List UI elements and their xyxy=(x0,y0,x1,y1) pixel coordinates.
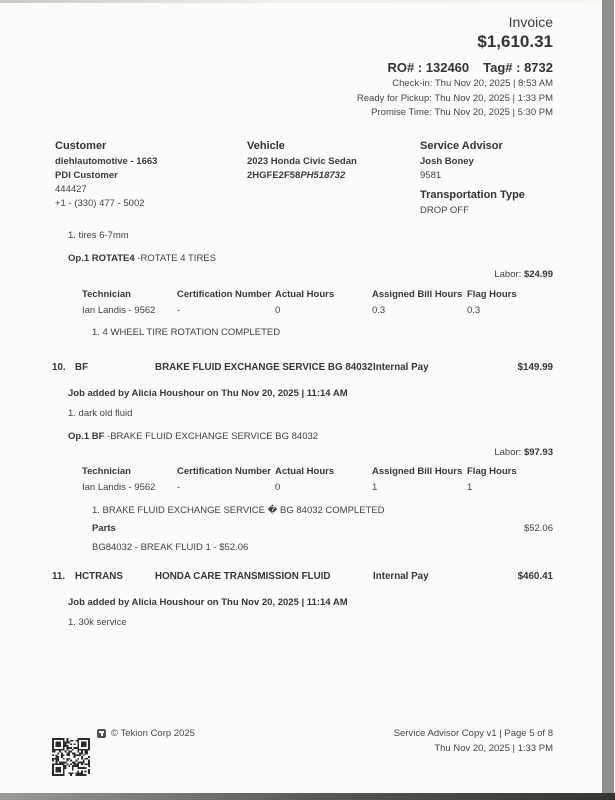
invoice-header xyxy=(0,0,615,121)
job-added-by: Job added by Alicia Houshour on Thu Nov 20, 2025 | 11:14 AM xyxy=(68,596,348,608)
job-row xyxy=(0,361,615,374)
table-row: Ian Landis - 9562 - 0 1 1 xyxy=(82,481,473,493)
job-description: HONDA CARE TRANSMISSION FLUID xyxy=(155,570,331,582)
tech-note: 1. BRAKE FLUID EXCHANGE SERVICE � BG 84032 COMPLETED xyxy=(92,504,385,516)
customer-name: diehlautomotive - 1663 xyxy=(55,155,158,167)
copy-info: Service Advisor Copy v1 | Page 5 of 8 xyxy=(393,728,553,739)
job-amount: $460.41 xyxy=(517,570,553,582)
advisor-name: Josh Boney xyxy=(420,155,474,167)
scan-edge-right xyxy=(602,0,614,800)
invoice-title: Invoice xyxy=(508,14,553,30)
job-note: 1. 30k service xyxy=(68,616,127,628)
qr-code xyxy=(52,737,90,777)
scan-edge-bottom xyxy=(0,793,615,800)
job-note: 1. dark old fluid xyxy=(68,407,133,419)
parts-row xyxy=(92,522,553,535)
advisor-label: Service Advisor xyxy=(420,139,503,152)
parts-amount: $52.06 xyxy=(523,522,553,534)
parts-line: BG84032 - BREAK FLUID 1 - $52.06 xyxy=(92,541,249,553)
transportation-value: DROP OFF xyxy=(420,204,469,216)
footer-right xyxy=(394,726,553,756)
parts-label: Parts xyxy=(92,522,116,534)
job-code: BF xyxy=(75,361,89,373)
ready-time: Ready for Pickup: Thu Nov 20, 2025 | 1:33 PM xyxy=(356,92,553,104)
job-code: HCTRANS xyxy=(75,570,123,582)
vehicle-block xyxy=(247,139,412,183)
tag-number: Tag# : 8732 xyxy=(483,60,553,75)
ro-tag-line xyxy=(0,59,553,77)
job-number: 10. xyxy=(52,361,66,373)
trans-job-section xyxy=(0,570,615,629)
op-line: Op.1 BF -BRAKE FLUID EXCHANGE SERVICE BG 84032 xyxy=(68,430,319,442)
table-row: Ian Landis - 9562 - 0 0.3 0.3 xyxy=(82,304,481,316)
job-number: 11. xyxy=(52,570,66,582)
invoice-total: $1,610.31 xyxy=(477,32,553,51)
job-note: 1. tires 6-7mm xyxy=(68,229,129,241)
table-header-row: Technician Certification Number Actual Hours Assigned Bill Hours Flag Hours xyxy=(82,465,517,477)
tech-note: 1. 4 WHEEL TIRE ROTATION COMPLETED xyxy=(92,326,281,338)
transportation-label: Transportation Type xyxy=(420,188,525,201)
copyright-text: © Tekion Corp 2025 xyxy=(111,728,195,739)
info-columns xyxy=(0,139,615,223)
job-description: BRAKE FLUID EXCHANGE SERVICE BG 84032 xyxy=(155,361,373,373)
scan-edge-top xyxy=(0,0,615,3)
advisor-block xyxy=(420,139,560,218)
tekion-logo-icon xyxy=(97,729,106,738)
labor-line: Labor: $97.93 xyxy=(494,446,553,458)
customer-type: PDI Customer xyxy=(55,169,118,181)
labor-line: Labor: $24.99 xyxy=(494,268,553,280)
technician-table xyxy=(82,287,553,319)
brake-job-section xyxy=(0,361,615,554)
promise-time: Promise Time: Thu Nov 20, 2025 | 5:30 PM xyxy=(371,107,553,118)
job-amount: $149.99 xyxy=(517,361,553,373)
job-pay-type: Internal Pay xyxy=(373,570,429,582)
job-added-by: Job added by Alicia Houshour on Thu Nov 20, 2025 | 11:14 AM xyxy=(68,387,348,399)
customer-id: 444427 xyxy=(55,183,87,195)
vehicle-vin: 2HGFE2F58PH518732 xyxy=(247,169,346,181)
customer-block xyxy=(55,139,235,211)
ro-number: RO# : 132460 xyxy=(387,60,470,75)
technician-table xyxy=(82,464,553,496)
job-pay-type: Internal Pay xyxy=(373,361,429,373)
customer-phone: +1 - (330) 477 - 5002 xyxy=(55,197,145,209)
print-timestamp: Thu Nov 20, 2025 | 1:33 PM xyxy=(434,743,553,754)
op-line: Op.1 ROTATE4 -ROTATE 4 TIRES xyxy=(68,252,216,264)
vehicle-model: 2023 Honda Civic Sedan xyxy=(247,155,357,167)
advisor-id: 9581 xyxy=(420,169,442,181)
job-row xyxy=(0,570,615,583)
checkin-time: Check-in: Thu Nov 20, 2025 | 8:53 AM xyxy=(392,78,553,89)
copyright-line xyxy=(97,727,195,740)
vehicle-label: Vehicle xyxy=(247,139,285,152)
customer-label: Customer xyxy=(55,139,107,152)
table-header-row: Technician Certification Number Actual Hours Assigned Bill Hours Flag Hours xyxy=(82,288,517,300)
tire-job-section xyxy=(0,229,615,339)
